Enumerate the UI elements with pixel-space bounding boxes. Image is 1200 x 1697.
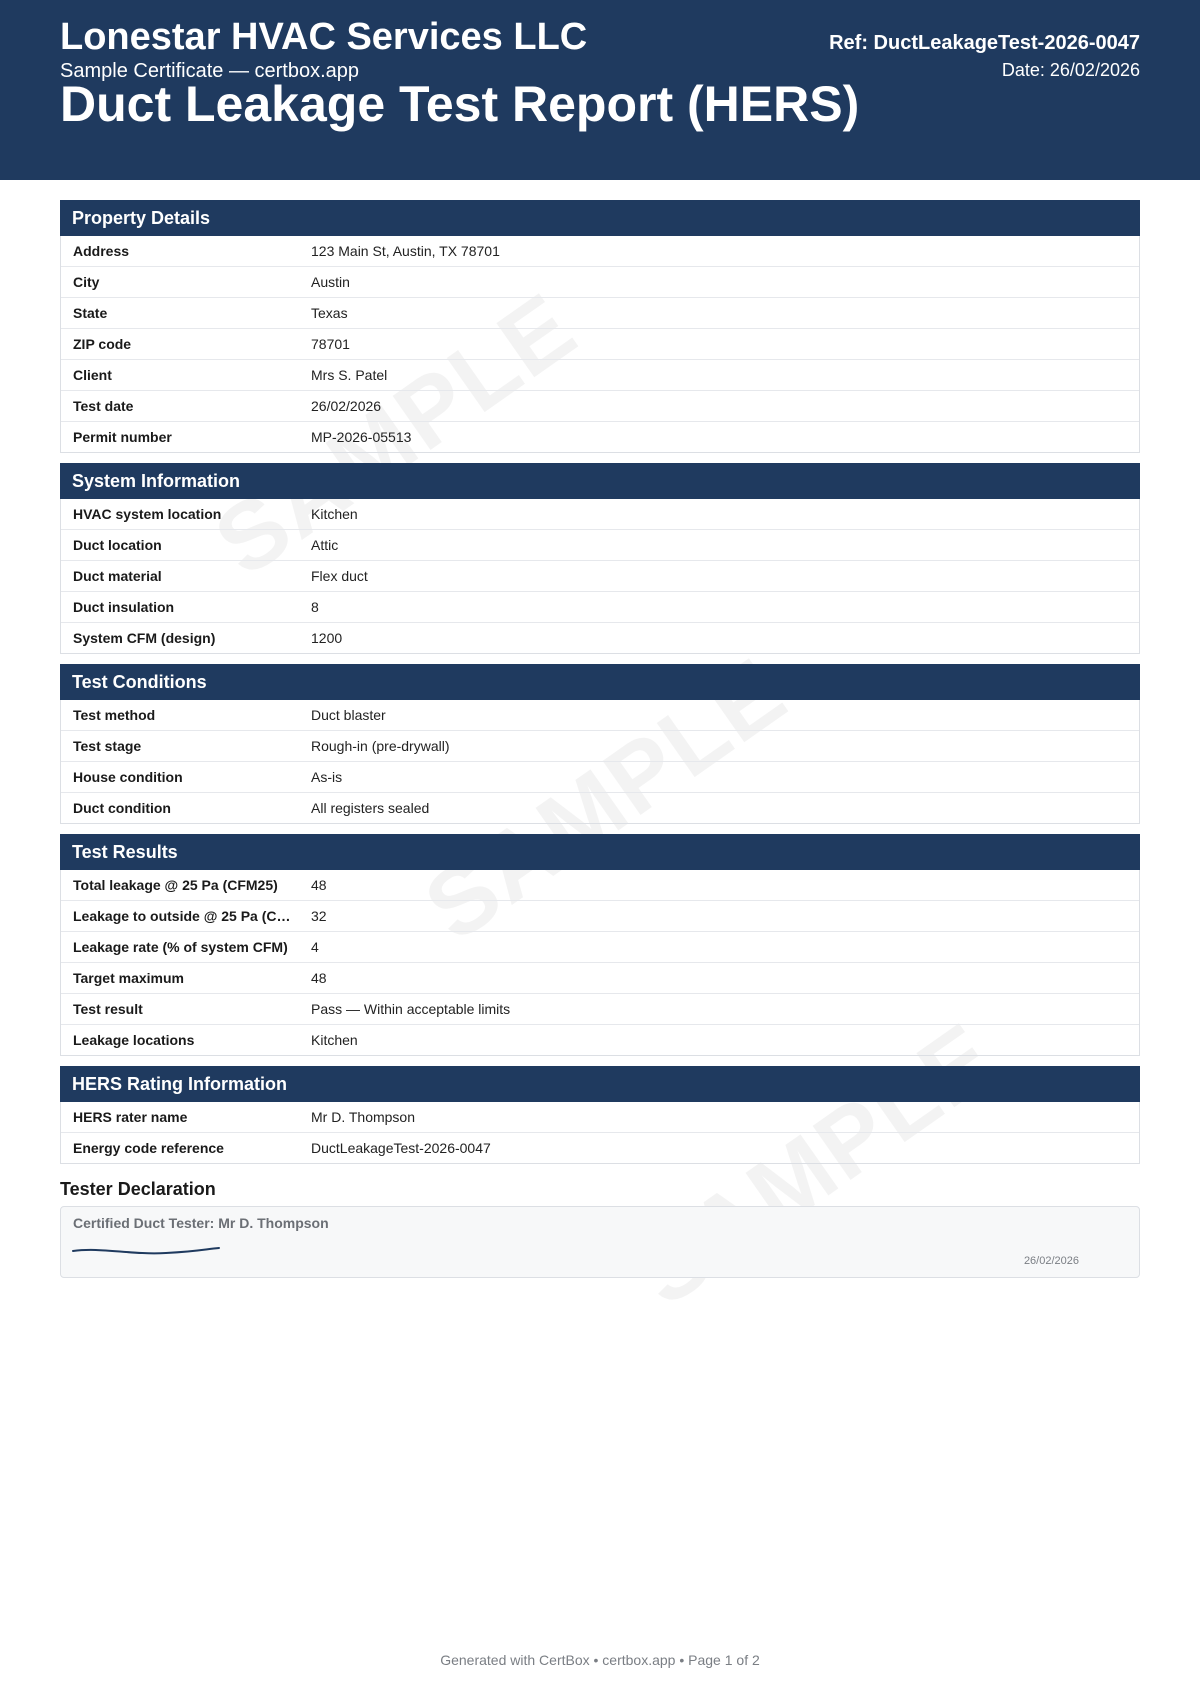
field-value: 48: [311, 877, 327, 893]
field-value: 4: [311, 939, 319, 955]
field-value: 32: [311, 908, 327, 924]
field-label: Total leakage @ 25 Pa (CFM25): [73, 877, 278, 893]
table-row: [61, 1132, 1139, 1163]
field-label: ZIP code: [73, 336, 132, 352]
table-row: [61, 266, 1139, 297]
table-row: [61, 328, 1139, 359]
field-value: Pass — Within acceptable limits: [311, 1001, 511, 1017]
field-value: Mrs S. Patel: [311, 367, 388, 383]
table-row: [61, 730, 1139, 761]
reference-number: Ref: DuctLeakageTest-2026-0047: [829, 32, 1140, 54]
field-label: Permit number: [73, 429, 172, 445]
table-row: [61, 993, 1139, 1024]
table-row: [61, 390, 1139, 421]
signature-image: [71, 1243, 221, 1259]
report-content: [60, 200, 1140, 1278]
field-value: 48: [311, 970, 327, 986]
field-value: 1200: [311, 630, 343, 646]
section-table: [60, 700, 1140, 824]
table-row: [61, 1102, 1139, 1132]
field-value: Kitchen: [311, 506, 358, 522]
field-value: Duct blaster: [311, 707, 386, 723]
section-heading: Test Results: [60, 834, 1140, 870]
field-value: 8: [311, 599, 319, 615]
field-value: Rough-in (pre-drywall): [311, 738, 450, 754]
section-test-results: [60, 834, 1140, 1056]
field-value: MP-2026-05513: [311, 429, 412, 445]
field-label: House condition: [73, 769, 183, 785]
field-label: System CFM (design): [73, 630, 216, 646]
section-heading: HERS Rating Information: [60, 1066, 1140, 1102]
field-value: Kitchen: [311, 1032, 358, 1048]
field-value: DuctLeakageTest-2026-0047: [311, 1140, 491, 1156]
header-subtitle: Sample Certificate — certbox.app: [60, 60, 360, 82]
field-label: Leakage locations: [73, 1032, 195, 1048]
field-label: Test result: [73, 1001, 143, 1017]
field-value: As-is: [311, 769, 343, 785]
field-value: Attic: [311, 537, 339, 553]
table-row: [61, 792, 1139, 823]
field-value: Texas: [311, 305, 348, 321]
field-label: HERS rater name: [73, 1109, 188, 1125]
table-row: [61, 529, 1139, 560]
section-table: [60, 870, 1140, 1056]
declaration-date: 26/02/2026: [1023, 1255, 1079, 1267]
document-title: Duct Leakage Test Report (HERS): [60, 76, 860, 132]
field-value: Flex duct: [311, 568, 368, 584]
tester-name: Certified Duct Tester: Mr D. Thompson: [73, 1215, 329, 1231]
field-label: Test date: [73, 398, 134, 414]
field-label: Leakage to outside @ 25 Pa (C…: [73, 908, 291, 924]
field-label: Duct location: [73, 537, 162, 553]
table-row: [61, 870, 1139, 900]
table-row: [61, 359, 1139, 390]
table-row: [61, 236, 1139, 266]
section-property-details: [60, 200, 1140, 453]
field-label: Client: [73, 367, 112, 383]
field-value: 26/02/2026: [311, 398, 382, 414]
company-name: Lonestar HVAC Services LLC: [60, 16, 588, 58]
report-date: Date: 26/02/2026: [1001, 60, 1140, 80]
table-row: [61, 761, 1139, 792]
field-label: Address: [73, 243, 130, 259]
section-system-information: [60, 463, 1140, 654]
field-label: City: [73, 274, 100, 290]
declaration-box: [60, 1206, 1140, 1278]
report-header: [0, 0, 1200, 180]
field-value: All registers sealed: [311, 800, 430, 816]
section-hers-rating: [60, 1066, 1140, 1164]
section-table: [60, 236, 1140, 453]
field-value: Mr D. Thompson: [311, 1109, 415, 1125]
field-label: HVAC system location: [73, 506, 222, 522]
table-row: [61, 591, 1139, 622]
section-table: [60, 499, 1140, 654]
field-label: Energy code reference: [73, 1140, 224, 1156]
page-footer: Generated with CertBox • certbox.app • Page 1 of 2: [440, 1652, 760, 1668]
field-label: Test method: [73, 707, 156, 723]
section-heading: Test Conditions: [60, 664, 1140, 700]
field-label: Duct material: [73, 568, 162, 584]
table-row: [61, 499, 1139, 529]
field-label: Duct insulation: [73, 599, 175, 615]
field-value: 78701: [311, 336, 350, 352]
field-value: Austin: [311, 274, 350, 290]
table-row: [61, 900, 1139, 931]
table-row: [61, 297, 1139, 328]
field-label: Duct condition: [73, 800, 171, 816]
section-heading: Property Details: [60, 200, 1140, 236]
field-label: Leakage rate (% of system CFM): [73, 939, 288, 955]
table-row: [61, 700, 1139, 730]
table-row: [61, 560, 1139, 591]
section-table: [60, 1102, 1140, 1164]
field-label: Test stage: [73, 738, 142, 754]
section-test-conditions: [60, 664, 1140, 824]
section-heading: System Information: [60, 463, 1140, 499]
declaration-heading: Tester Declaration: [60, 1179, 216, 1199]
field-value: 123 Main St, Austin, TX 78701: [311, 243, 500, 259]
table-row: [61, 1024, 1139, 1055]
table-row: [61, 622, 1139, 653]
table-row: [61, 962, 1139, 993]
field-label: State: [73, 305, 108, 321]
field-label: Target maximum: [73, 970, 184, 986]
table-row: [61, 931, 1139, 962]
table-row: [61, 421, 1139, 452]
